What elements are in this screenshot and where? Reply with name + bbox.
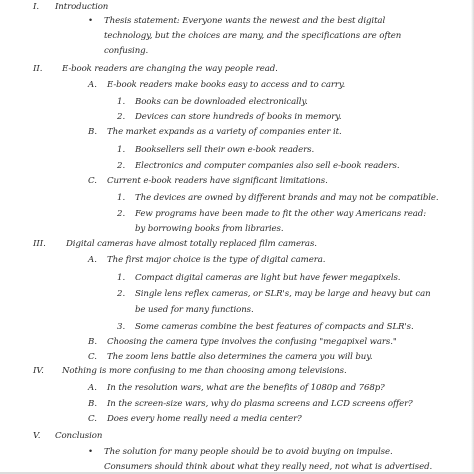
bullet-icon: •: [88, 447, 94, 457]
subpoint-text: Current e-book readers have significant limitations.: [107, 176, 328, 186]
subpoint-marker: A.: [88, 383, 97, 393]
subpoint-marker: B.: [88, 127, 98, 137]
subpoint-text: In the screen-size wars, why do plasma screens and LCD screens offer?: [107, 399, 413, 409]
detail-text: Devices can store hundreds of books in memory.: [135, 112, 342, 122]
section-heading: Nothing is more confusing to me than choosing among televisions.: [62, 366, 347, 376]
detail-marker: 1.: [117, 97, 126, 107]
detail-text: Booksellers sell their own e-book readers.: [135, 145, 315, 155]
section-heading: Conclusion: [55, 431, 103, 441]
subpoint-text: E-book readers make books easy to access and to carry.: [107, 80, 346, 90]
detail-text: Single lens reflex cameras, or SLR's, may be large and heavy but can: [135, 289, 431, 299]
section-marker: II.: [33, 64, 43, 74]
detail-marker: 2.: [117, 209, 126, 219]
detail-marker: 2.: [117, 161, 126, 171]
detail-text: Some cameras combine the best features of compacts and SLR's.: [135, 322, 414, 332]
conclusion-text: The solution for many people should be to avoid buying on impulse.: [104, 447, 393, 457]
detail-text: by borrowing books from libraries.: [135, 224, 284, 234]
detail-text: Few programs have been made to fit the other way Americans read:: [135, 209, 426, 219]
thesis-text: Thesis statement: Everyone wants the newest and the best digital: [104, 16, 386, 26]
bullet-icon: •: [88, 16, 94, 26]
subpoint-text: The first major choice is the type of digital camera.: [107, 255, 326, 265]
section-marker: I.: [33, 2, 40, 12]
detail-text: Electronics and computer companies also sell e-book readers.: [135, 161, 400, 171]
detail-marker: 1.: [117, 145, 126, 155]
detail-marker: 2.: [117, 289, 126, 299]
subpoint-marker: B.: [88, 337, 98, 347]
subpoint-marker: A.: [88, 80, 97, 90]
detail-marker: 1.: [117, 193, 126, 203]
section-heading: Introduction: [55, 2, 109, 12]
subpoint-marker: C.: [88, 414, 98, 424]
section-heading: E-book readers are changing the way people read.: [62, 64, 278, 74]
subpoint-marker: B.: [88, 399, 98, 409]
subpoint-text: The market expands as a variety of companies enter it.: [107, 127, 342, 137]
subpoint-text: The zoom lens battle also determines the camera you will buy.: [107, 352, 373, 362]
subpoint-text: Choosing the camera type involves the confusing "megapixel wars.": [107, 337, 397, 347]
subpoint-marker: C.: [88, 176, 98, 186]
thesis-text: technology, but the choices are many, and the specifications are often: [104, 31, 402, 41]
detail-marker: 1.: [117, 273, 126, 283]
detail-text: Compact digital cameras are light but have fewer megapixels.: [135, 273, 401, 283]
detail-text: be used for many functions.: [135, 305, 254, 315]
section-heading: Digital cameras have almost totally replaced film cameras.: [66, 239, 317, 249]
detail-marker: 3.: [117, 322, 126, 332]
subpoint-text: Does every home really need a media center?: [107, 414, 302, 424]
detail-text: Books can be downloaded electronically.: [135, 97, 308, 107]
thesis-text: confusing.: [104, 46, 149, 56]
subpoint-text: In the resolution wars, what are the benefits of 1080p and 768p?: [107, 383, 385, 393]
detail-marker: 2.: [117, 112, 126, 122]
detail-text: The devices are owned by different brands and may not be compatible.: [135, 193, 439, 203]
subpoint-marker: A.: [88, 255, 97, 265]
section-marker: IV.: [33, 366, 44, 376]
section-marker: III.: [33, 239, 46, 249]
subpoint-marker: C.: [88, 352, 98, 362]
conclusion-text: Consumers should think about what they really need, not what is advertised.: [104, 462, 433, 472]
section-marker: V.: [33, 431, 41, 441]
